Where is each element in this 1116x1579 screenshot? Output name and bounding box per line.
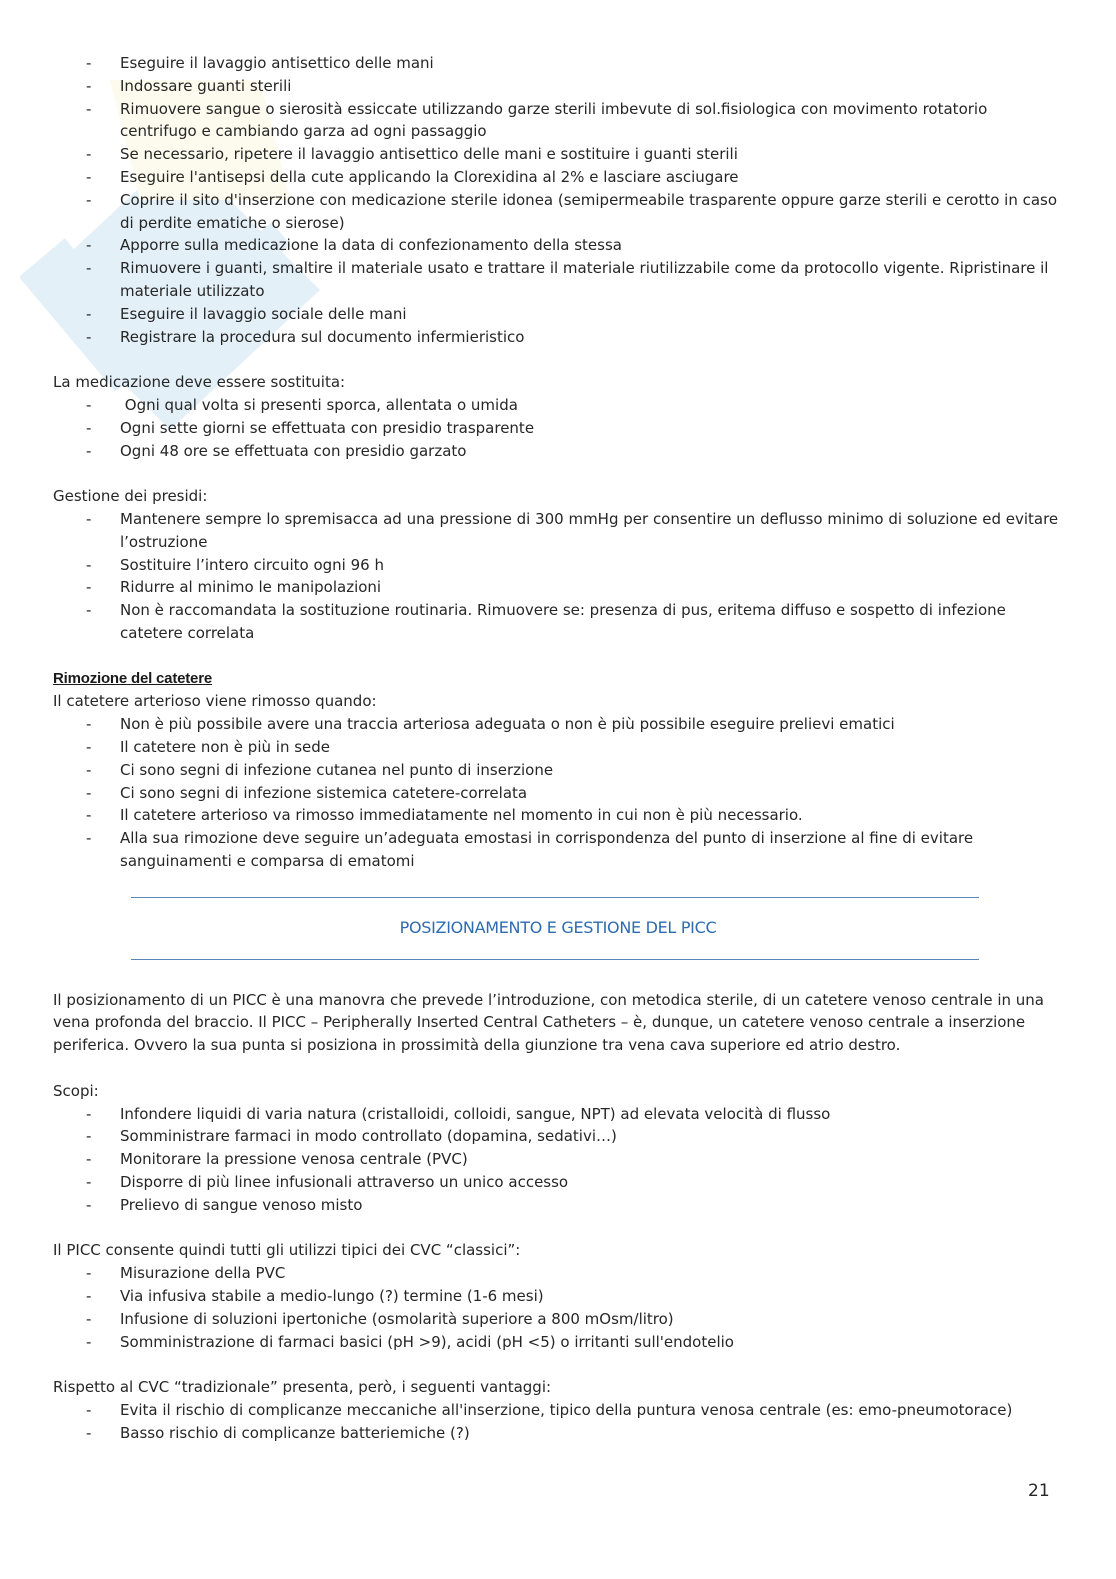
list-item: - Eseguire il lavaggio sociale delle mani <box>53 303 1063 326</box>
medicazione-list <box>53 394 1063 462</box>
procedure-list <box>53 52 1063 348</box>
list-item: - Monitorare la pressione venosa centrale (PVC) <box>53 1148 1063 1171</box>
list-item: - Ridurre al minimo le manipolazioni <box>53 576 1063 599</box>
scopi-intro: Scopi: <box>53 1081 99 1100</box>
list-item: - Eseguire il lavaggio antisettico delle mani <box>53 52 1063 75</box>
list-item: - Rimuovere i guanti, smaltire il materiale usato e trattare il materiale riutilizzabile come da protocollo vigente. Ripristinare il materiale utilizzato <box>53 257 1063 303</box>
rimozione-list <box>53 713 1063 873</box>
list-item: - Sostituire l’intero circuito ogni 96 h <box>53 554 1063 577</box>
list-item: - Il catetere non è più in sede <box>53 736 1063 759</box>
list-item: - Evita il rischio di complicanze meccaniche all'inserzione, tipico della puntura venosa centrale (es: emo-pneumotorace) <box>53 1399 1063 1422</box>
list-item: - Somministrazione di farmaci basici (pH >9), acidi (pH <5) o irritanti sull'endotelio <box>53 1331 1063 1354</box>
utilizzi-intro: Il PICC consente quindi tutti gli utilizzi tipici dei CVC “classici”: <box>53 1241 521 1260</box>
list-item: - Mantenere sempre lo spremisacca ad una pressione di 300 mmHg per consentire un deflusso minimo di soluzione ed evitare l’ostruzione <box>53 508 1063 554</box>
list-item: - Indossare guanti sterili <box>53 75 1063 98</box>
gestione-list <box>53 508 1063 645</box>
list-item: - Somministrare farmaci in modo controllato (dopamina, sedativi…) <box>53 1125 1063 1148</box>
picc-paragraph: Il posizionamento di un PICC è una manovra che prevede l’introduzione, con metodica sterile, di un catetere venoso centrale in una vena profonda del braccio. Il PICC – Peripherally Inserted Central Catheters – è, dunque, un catetere venoso centrale a inserzione periferica. Ovvero la sua punta si posiziona in prossimità della giunzione tra vena cava superiore ed atrio destro. <box>53 990 1045 1055</box>
spacer <box>53 645 1063 668</box>
list-item: - Ogni sette giorni se effettuata con presidio trasparente <box>53 417 1063 440</box>
list-item: - Apporre sulla medicazione la data di confezionamento della stessa <box>53 234 1063 257</box>
list-item: - Rimuovere sangue o sierosità essiccate utilizzando garze sterili imbevute di sol.fisiologica con movimento rotatorio centrifugo e cambiando garza ad ogni passaggio <box>53 98 1063 144</box>
list-item: - Registrare la procedura sul documento infermieristico <box>53 326 1063 349</box>
spacer <box>53 1353 1063 1376</box>
rimozione-heading: Rimozione del catetere <box>53 669 212 687</box>
list-item: - Non è più possibile avere una traccia arteriosa adeguata o non è più possibile eseguire prelievi ematici <box>53 713 1063 736</box>
list-item: - Se necessario, ripetere il lavaggio antisettico delle mani e sostituire i guanti sterili <box>53 143 1063 166</box>
section-title-block <box>53 889 1063 989</box>
utilizzi-list <box>53 1262 1063 1353</box>
list-item: - Disporre di più linee infusionali attraverso un unico accesso <box>53 1171 1063 1194</box>
spacer <box>53 462 1063 485</box>
scopi-list <box>53 1103 1063 1217</box>
title-rule-top <box>131 897 979 898</box>
list-item: - Ogni qual volta si presenti sporca, allentata o umida <box>53 394 1063 417</box>
page-number: 21 <box>1028 1481 1050 1501</box>
spacer <box>53 1057 1063 1080</box>
list-item: - Via infusiva stabile a medio-lungo (?) termine (1-6 mesi) <box>53 1285 1063 1308</box>
list-item: - Prelievo di sangue venoso misto <box>53 1194 1063 1217</box>
medicazione-intro: La medicazione deve essere sostituita: <box>53 373 346 392</box>
list-item: - Infusione di soluzioni ipertoniche (osmolarità superiore a 800 mOsm/litro) <box>53 1308 1063 1331</box>
list-item: - Ci sono segni di infezione cutanea nel punto di inserzione <box>53 759 1063 782</box>
list-item: - Coprire il sito d'inserzione con medicazione sterile idonea (semipermeabile trasparente oppure garze sterili e cerotto in caso di perdite ematiche o sierose) <box>53 189 1063 235</box>
list-item: - Non è raccomandata la sostituzione routinaria. Rimuovere se: presenza di pus, eritema diffuso e sospetto di infezione catetere correlata <box>53 599 1063 645</box>
spacer <box>53 348 1063 371</box>
gestione-intro: Gestione dei presidi: <box>53 487 208 506</box>
vantaggi-intro: Rispetto al CVC “tradizionale” presenta, però, i seguenti vantaggi: <box>53 1378 552 1397</box>
list-item: - Eseguire l'antisepsi della cute applicando la Clorexidina al 2% e lasciare asciugare <box>53 166 1063 189</box>
document-body <box>53 52 1063 1445</box>
list-item: - Il catetere arterioso va rimosso immediatamente nel momento in cui non è più necessario. <box>53 804 1063 827</box>
list-item: - Misurazione della PVC <box>53 1262 1063 1285</box>
rimozione-intro: Il catetere arterioso viene rimosso quando: <box>53 692 377 711</box>
vantaggi-list <box>53 1399 1063 1445</box>
spacer <box>53 1217 1063 1240</box>
list-item: - Alla sua rimozione deve seguire un’adeguata emostasi in corrispondenza del punto di inserzione al fine di evitare sanguinamenti e comparsa di ematomi <box>53 827 1063 873</box>
title-rule-bottom <box>131 959 979 960</box>
list-item: - Infondere liquidi di varia natura (cristalloidi, colloidi, sangue, NPT) ad elevata velocità di flusso <box>53 1103 1063 1126</box>
section-title: POSIZIONAMENTO E GESTIONE DEL PICC <box>399 917 717 937</box>
list-item: - Ci sono segni di infezione sistemica catetere-correlata <box>53 782 1063 805</box>
list-item: - Basso rischio di complicanze batteriemiche (?) <box>53 1422 1063 1445</box>
list-item: - Ogni 48 ore se effettuata con presidio garzato <box>53 440 1063 463</box>
